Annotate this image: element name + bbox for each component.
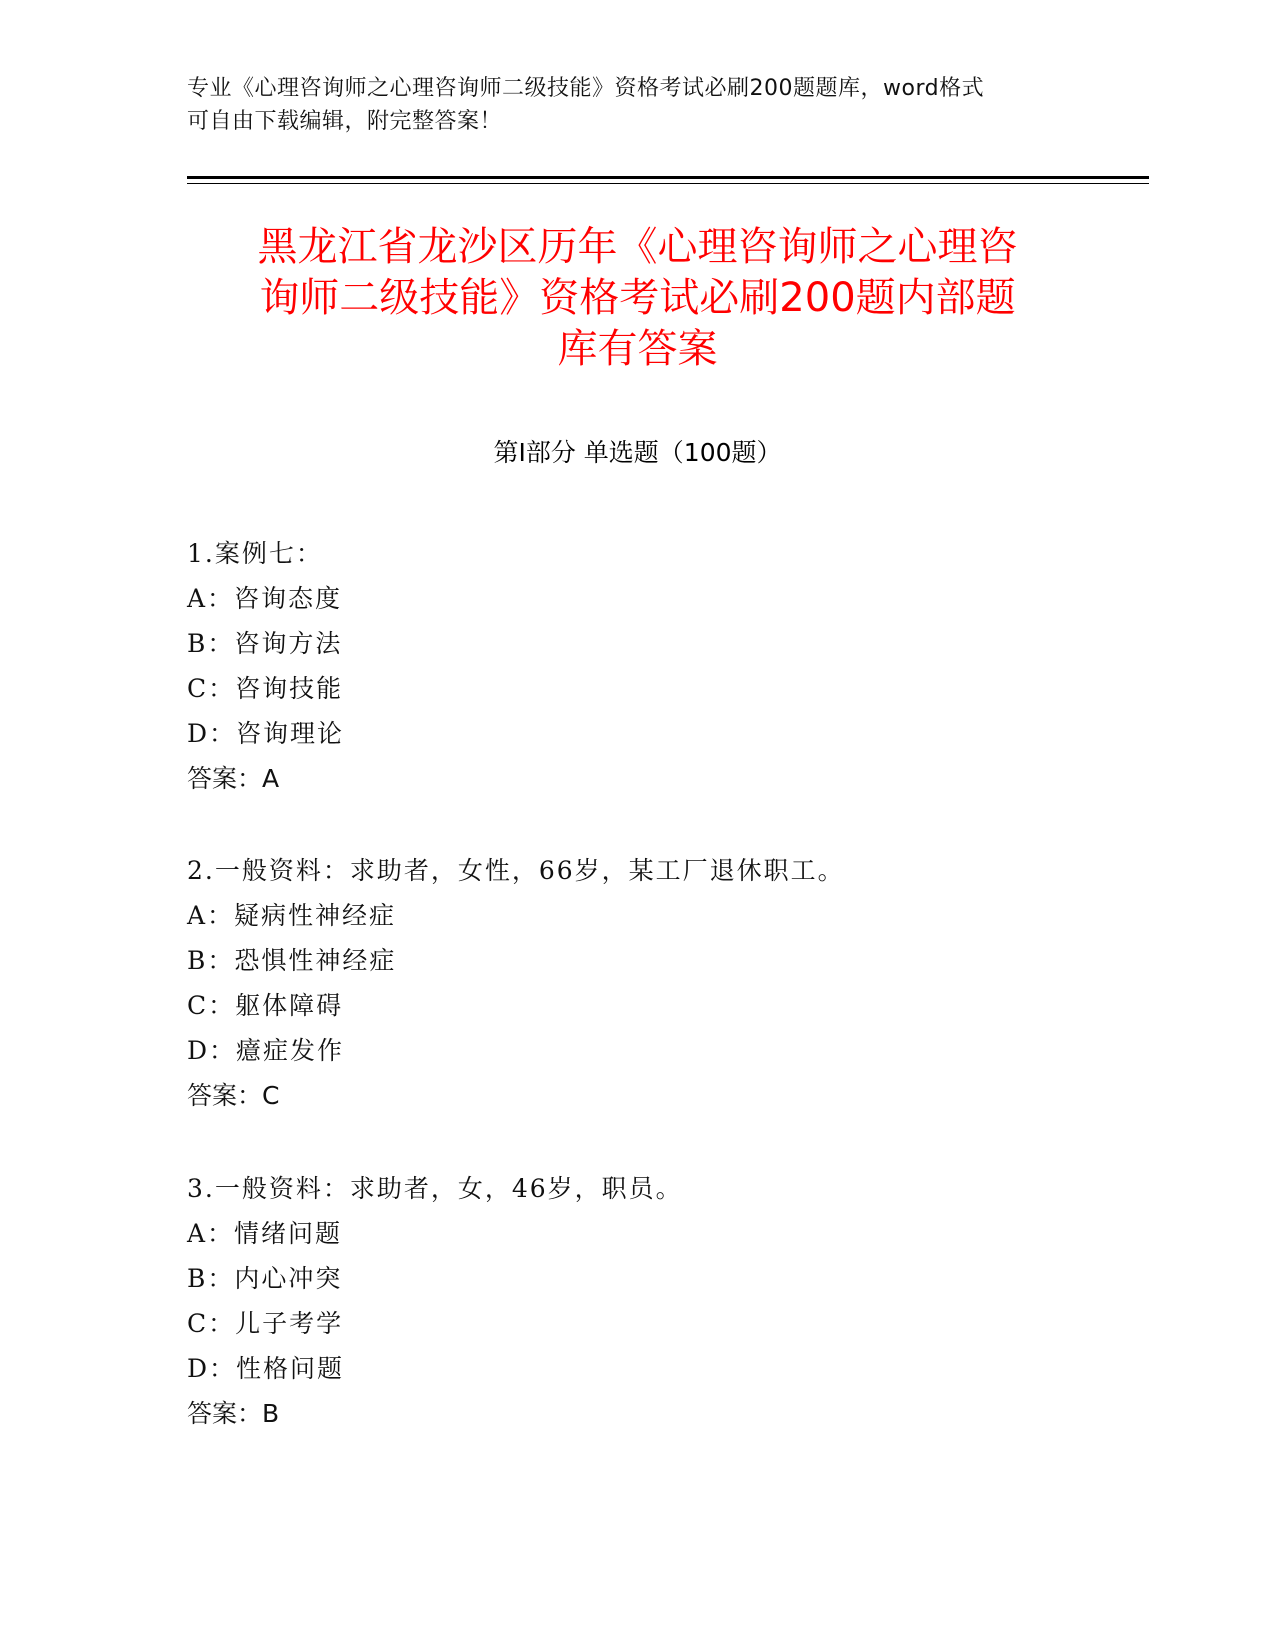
header-rule-thick xyxy=(187,176,1149,179)
option-b: B：内心冲突 xyxy=(187,1264,343,1293)
question-block xyxy=(187,1166,1087,1436)
question-stem: 2.一般资料：求助者，女性，66岁，某工厂退休职工。 xyxy=(187,856,845,885)
option-b: B：恐惧性神经症 xyxy=(187,946,397,975)
option-d: D：癔症发作 xyxy=(187,1036,345,1065)
option-b: B：咨询方法 xyxy=(187,629,343,658)
answer-line: 答案：B xyxy=(187,1399,280,1428)
document-title-line-1: 黑龙江省龙沙区历年《心理咨询师之心理咨 xyxy=(257,224,1018,270)
question-stem: 1.案例七： xyxy=(187,539,323,568)
document-title-line-2: 询师二级技能》资格考试必刷200题内部题 xyxy=(259,275,1016,321)
option-a: A：情绪问题 xyxy=(187,1219,343,1248)
header-note-line-2: 可自由下载编辑，附完整答案！ xyxy=(187,109,503,134)
header-rule-thin xyxy=(187,183,1149,184)
option-c: C：儿子考学 xyxy=(187,1309,344,1338)
header-note-line-1: 专业《心理咨询师之心理咨询师二级技能》资格考试必刷200题题库，word格式 xyxy=(187,76,985,101)
option-d: D：咨询理论 xyxy=(187,719,345,748)
question-block xyxy=(187,531,1087,801)
option-c: C：咨询技能 xyxy=(187,674,344,703)
question-block xyxy=(187,848,1087,1118)
option-d: D：性格问题 xyxy=(187,1354,345,1383)
header-note xyxy=(187,72,1067,138)
question-stem: 3.一般资料：求助者，女，46岁，职员。 xyxy=(187,1174,683,1203)
answer-line: 答案：A xyxy=(187,764,280,793)
document-title-line-3: 库有答案 xyxy=(557,326,718,372)
option-c: C：躯体障碍 xyxy=(187,991,344,1020)
section-heading: 第Ⅰ部分 单选题（100题） xyxy=(493,438,782,467)
answer-line: 答案：C xyxy=(187,1081,280,1110)
option-a: A：咨询态度 xyxy=(187,584,343,613)
option-a: A：疑病性神经症 xyxy=(187,901,397,930)
document-title xyxy=(150,222,1125,375)
